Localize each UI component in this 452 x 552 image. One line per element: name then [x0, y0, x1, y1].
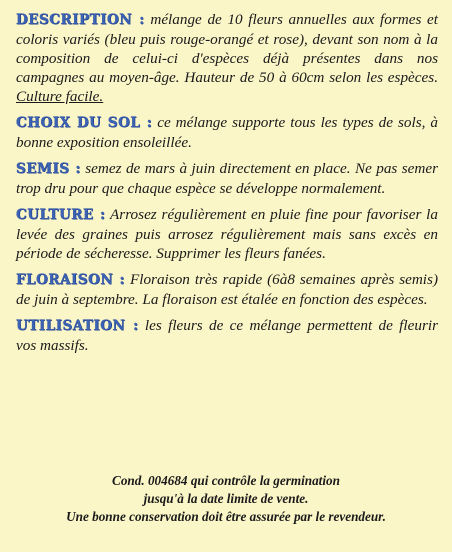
footer-line-3: Une bonne conservation doit être assurée par le revendeur.	[66, 509, 386, 524]
footer-line-2: jusqu'à la date limite de vente.	[143, 491, 309, 506]
description-label: DESCRIPTION :	[16, 12, 145, 28]
footer-notice	[0, 472, 452, 526]
culture-label: CULTURE :	[16, 207, 106, 223]
culture-text: Arrosez régulièrement en pluie fine pour favoriser la levée des graines puis arrosez régulièrement mais sans excès en période de sécheresse. Supprimer les fleurs fanées.	[16, 206, 438, 262]
culture-facile-text: Culture facile.	[16, 88, 104, 105]
section-utilisation	[16, 316, 438, 355]
footer-line-1: Cond. 004684 qui contrôle la germination	[112, 473, 340, 488]
floraison-label: FLORAISON :	[16, 272, 126, 288]
section-description	[16, 10, 438, 106]
semis-label: SEMIS :	[16, 161, 81, 177]
choix-du-sol-text: ce mélange supporte tous les types de sols, à bonne exposition ensoleillée.	[16, 114, 438, 151]
utilisation-label: UTILISATION :	[16, 318, 139, 334]
utilisation-text: les fleurs de ce mélange permettent de fleurir vos massifs.	[16, 317, 438, 354]
section-choix-du-sol	[16, 113, 438, 152]
description-text: mélange de 10 fleurs annuelles aux formes et coloris variés (bleu puis rouge-orangé et rose), devant son nom à la composition de celui-ci d'espèces déjà présentes dans nos campagnes au moyen-âge. Hauteur de 50 à 60cm selon les espèces.	[16, 11, 438, 86]
section-floraison	[16, 270, 438, 309]
choix-du-sol-label: CHOIX DU SOL :	[16, 115, 153, 131]
floraison-text: Floraison très rapide (6à8 semaines après semis) de juin à septembre. La floraison est étalée en fonction des espèces.	[16, 271, 438, 308]
semis-text: semez de mars à juin directement en place. Ne pas semer trop dru pour que chaque espèce se développe normalement.	[16, 160, 439, 197]
section-semis	[16, 159, 438, 198]
section-culture	[16, 205, 438, 263]
